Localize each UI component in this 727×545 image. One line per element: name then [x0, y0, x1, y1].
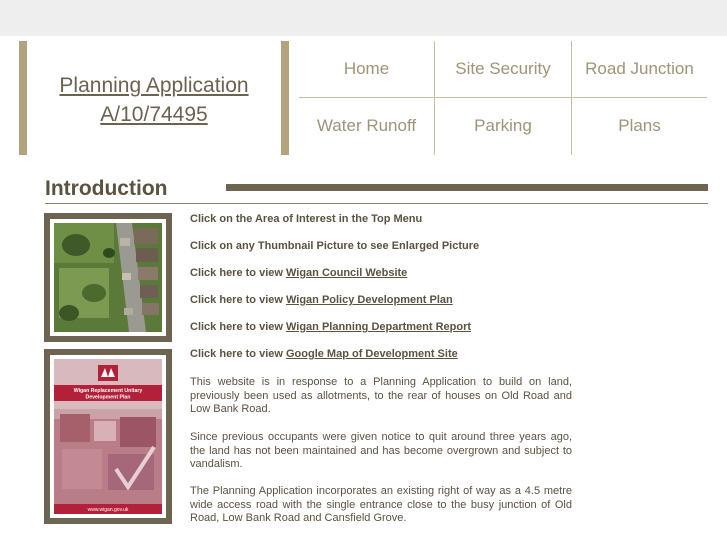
link-prefix: Click here to view: [190, 267, 286, 279]
aerial-photo-icon: [54, 223, 162, 332]
menu-item-road-junction[interactable]: Road Junction: [585, 59, 694, 78]
section-heading: Introduction: [45, 177, 168, 200]
google-map-link[interactable]: Google Map of Development Site: [285, 348, 458, 360]
link-row: [190, 294, 453, 306]
link-prefix: Click here to view: [190, 294, 286, 306]
title-bar-right: [281, 41, 289, 155]
intro-paragraph: Since previous occupants were given notice to quit around three years ago, the land has not been maintained and has become overgrown and subject to vandalism.: [190, 431, 572, 470]
link-row: [190, 348, 458, 360]
top-menu: [299, 41, 707, 155]
page-title-line1: Planning Application: [59, 74, 249, 97]
menu-item-site-security[interactable]: Site Security: [455, 59, 551, 78]
heading-rule-thick: [226, 184, 708, 191]
heading-rule-thin: [45, 203, 708, 204]
top-band: [0, 0, 727, 36]
title-box: [19, 41, 289, 155]
intro-paragraph: This website is in response to a Planning Application to build on land, previously been used as allotments, to the rear of houses on Old Road and Low Bank Road.: [190, 376, 572, 415]
page-title-line2: A/10/74495: [100, 103, 208, 126]
menu-item-plans[interactable]: Plans: [618, 116, 661, 135]
wigan-council-website-link[interactable]: Wigan Council Website: [285, 267, 408, 279]
link-prefix: Click here to view: [190, 321, 286, 333]
svg-text:Wigan Replacement Unitary: Wigan Replacement Unitary: [73, 388, 143, 394]
document-cover-icon: [54, 359, 162, 514]
svg-text:www.wigan.gov.uk: www.wigan.gov.uk: [87, 507, 129, 513]
instruction-text: Click on any Thumbnail Picture to see Enlarged Picture: [190, 240, 480, 252]
thumbnail-aerial[interactable]: [44, 213, 172, 342]
menu-item-parking[interactable]: Parking: [474, 116, 532, 135]
link-row: [190, 321, 471, 333]
thumbnail-development-plan[interactable]: [44, 349, 172, 524]
intro-paragraph: The Planning Application incorporates an existing right of way as a 4.5 metre wide access road with the single entrance close to the busy junction of Old Road, Low Bank Road and Cansfield Grove.: [190, 485, 572, 524]
policy-development-plan-link[interactable]: Wigan Policy Development Plan: [285, 294, 453, 306]
instruction-text: Click on the Area of Interest in the Top Menu: [190, 213, 423, 225]
title-bar-left: [19, 41, 27, 155]
menu-item-home[interactable]: Home: [343, 59, 390, 78]
link-prefix: Click here to view: [190, 348, 286, 360]
link-row: [190, 267, 407, 279]
page-title: [27, 71, 281, 129]
planning-department-report-link[interactable]: Wigan Planning Department Report: [285, 321, 472, 333]
svg-text:Development Plan: Development Plan: [85, 394, 131, 401]
menu-item-water-runoff[interactable]: Water Runoff: [316, 116, 417, 135]
